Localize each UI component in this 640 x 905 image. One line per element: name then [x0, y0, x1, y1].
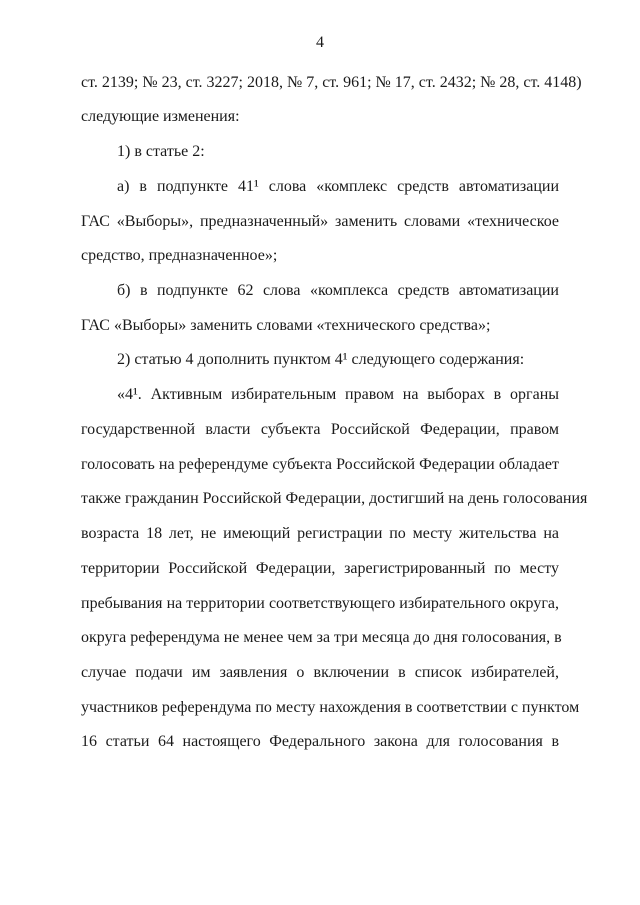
text-line: 16 статьи 64 настоящего Федерального закона для голосования в: [81, 733, 559, 750]
text-line: 2) статью 4 дополнить пунктом 4¹ следующего содержания:: [117, 351, 525, 368]
text-line: б) в подпункте 62 слова «комплекса средств автоматизации: [117, 282, 559, 299]
text-line: «4¹. Активным избирательным правом на выборах в органы: [117, 386, 559, 403]
text-line: голосовать на референдуме субъекта Российской Федерации обладает: [81, 456, 559, 473]
text-line: территории Российской Федерации, зарегистрированный по месту: [81, 560, 559, 577]
text-line: средство, предназначенное»;: [81, 247, 278, 264]
text-line: округа референдума не менее чем за три месяца до дня голосования, в: [81, 629, 562, 646]
text-line: следующие изменения:: [81, 108, 240, 125]
text-line: а) в подпункте 41¹ слова «комплекс средств автоматизации: [117, 178, 559, 195]
text-line: участников референдума по месту нахождения в соответствии с пунктом: [81, 699, 580, 716]
page-number: 4: [316, 34, 324, 51]
text-line: ст. 2139; № 23, ст. 3227; 2018, № 7, ст. 961; № 17, ст. 2432; № 28, ст. 4148): [81, 74, 582, 91]
text-line: государственной власти субъекта Российской Федерации, правом: [81, 421, 559, 438]
text-line: возраста 18 лет, не имеющий регистрации по месту жительства на: [81, 525, 559, 542]
text-line: 1) в статье 2:: [117, 143, 205, 160]
text-line: ГАС «Выборы», предназначенный» заменить словами «техническое: [81, 213, 559, 230]
text-line: пребывания на территории соответствующего избирательного округа,: [81, 595, 559, 612]
text-line: ГАС «Выборы» заменить словами «технического средства»;: [81, 317, 491, 334]
text-line: также гражданин Российской Федерации, достигший на день голосования: [81, 490, 588, 507]
text-line: случае подачи им заявления о включении в список избирателей,: [81, 664, 559, 681]
